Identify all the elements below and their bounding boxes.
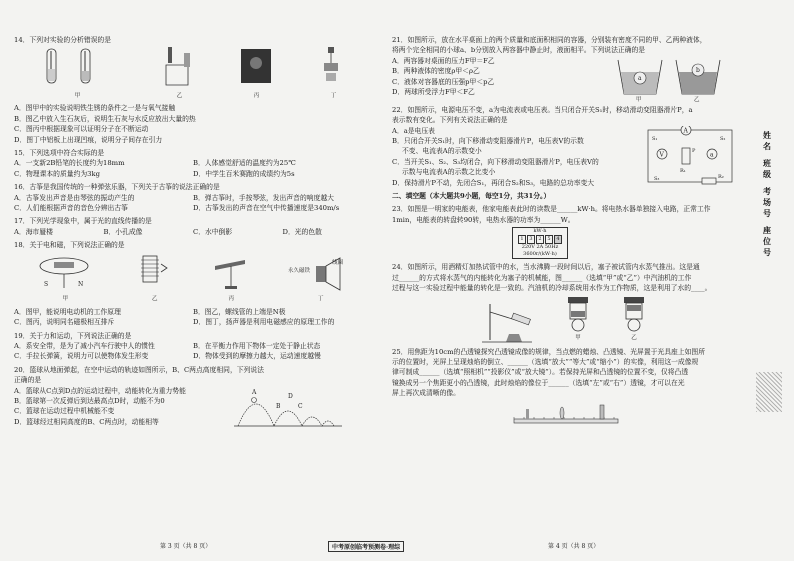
option: B．篮球第一次反弹后到达最高点D时，动能不为0: [14, 396, 165, 405]
photo-figure: [237, 45, 277, 101]
q24-figures: [392, 294, 744, 344]
option: D．中学生百米赛跑的成绩约为5s: [193, 169, 295, 178]
question-20: [14, 365, 372, 430]
options-grid: [14, 227, 372, 237]
option: B．两种液体的密度ρ甲＜ρ乙: [392, 67, 480, 76]
figure-caption: 乙: [176, 93, 183, 99]
speaker-label: 永久磁铁: [287, 268, 310, 275]
pole-label: N: [78, 281, 84, 289]
question-stem: 16．古筝是我国传统的一种弹弦乐器，下列关于古筝的说法正确的是: [14, 183, 220, 192]
options-grid: [14, 307, 372, 328]
option: B．在平衡力作用下物体一定处于静止状态: [193, 341, 321, 350]
option: C．篮球在运动过程中机械能不变: [14, 407, 115, 416]
question-24: [392, 262, 744, 343]
question-19: [14, 331, 372, 362]
switch-label: S₂: [720, 135, 726, 142]
figure-caption: 丙: [253, 93, 260, 99]
footer-page-right: 第 4 页（共 8 页）: [548, 543, 600, 550]
slider-label: P: [692, 147, 696, 154]
option: A．系安全带，是为了减小汽车行驶中人的惯性: [14, 341, 155, 350]
speaker-label: 线圈: [331, 260, 343, 267]
sidebar-char: 考: [763, 186, 771, 196]
figure-caption: 乙: [151, 296, 158, 303]
q14-figures: [14, 47, 372, 101]
q18-figures: [14, 253, 372, 305]
footer-page-left: 第 3 页（共 8 页）: [160, 543, 212, 550]
meter-label: a: [710, 151, 714, 159]
option: C．物理课本的质量约为3kg: [14, 169, 100, 178]
sidebar-char: 场: [763, 197, 771, 207]
question-stem: 屏上再次成清晰的像。: [392, 389, 460, 398]
option: C．当开关S₁、S₂、S₃均闭合，向下移滑动变阻器滑片P，电压表V的: [392, 157, 599, 166]
resistor-label: R₂: [718, 173, 724, 180]
option: A．图甲，能说明电动机的工作原理: [14, 307, 121, 316]
point-label: C: [298, 402, 303, 410]
options-grid: [14, 158, 372, 179]
option: C．水中倒影: [193, 227, 233, 236]
question-15: [14, 148, 372, 179]
question-16: [14, 182, 372, 213]
question-stem: 1min，电能表的转盘转90转，电热水器的功率为______W。: [392, 215, 575, 224]
figure-caption: 丁: [330, 93, 337, 99]
sidebar-char: 号: [763, 208, 771, 218]
options-grid: [14, 341, 372, 362]
question-stem: 20．篮球从地面弹起，在空中运动的轨迹如图所示，B、C两点高度相同，下列说法: [14, 365, 264, 374]
sidebar-char: 座: [763, 225, 771, 235]
meter-digit: 1: [518, 235, 526, 244]
option: D．图丁，扬声器是利用电磁感应的原理工作的: [193, 318, 335, 327]
meter-digit: 4: [554, 235, 562, 244]
question-stem: 将两个完全相同的小球a、b分别放入两容器中静止时，液面相平。下列说法正确的是: [392, 46, 646, 55]
left-column: [14, 32, 372, 430]
speaker-figure: [286, 252, 356, 304]
option: D．光的色散: [282, 227, 322, 236]
question-21: [392, 35, 744, 102]
containers-figure: [612, 56, 732, 102]
barcode-area: [756, 372, 782, 412]
question-14: [14, 35, 372, 145]
option: D．两球所受浮力F甲＜F乙: [392, 88, 475, 97]
sidebar-char: 号: [763, 247, 771, 257]
option: 不变、电流表A的示数变小: [402, 147, 482, 156]
figure-caption: 丁: [317, 296, 324, 303]
engine-yi-figure: [614, 293, 654, 343]
question-stem: 25．用焦距为10cm的凸透镜探究凸透镜成像的规律，当点燃的蜡烛、凸透镜、光屏置于光具座上如图所: [392, 347, 706, 356]
meter-label: V: [659, 151, 664, 159]
option: A．篮球从C点到D点的运动过程中，动能转化为重力势能: [14, 386, 186, 395]
figure-caption: 甲: [62, 296, 68, 303]
lead-block-figure: [314, 45, 354, 101]
option: A．图甲中的实验说明铁生锈的条件之一是与氧气接触: [14, 104, 176, 113]
question-17: [14, 216, 372, 237]
question-stem: 表示数有变化。下列有关说法正确的是: [392, 116, 508, 125]
option: C．人们能根据声音的音色分辨出古筝: [14, 204, 128, 213]
question-stem: 21．如图所示，放在水平桌面上的两个质量和底面积相同的容器，分别装有密度不同的甲、乙两种液体，: [392, 36, 707, 44]
sidebar-char: 名: [763, 141, 771, 151]
test-tube-figure: [33, 45, 123, 101]
options-grid: [14, 193, 372, 214]
optical-bench-figure: [512, 403, 744, 427]
question-stem: 律可制成______（选填“照相机”“投影仪”或“放大镜”）。若保持光屏和凸透镜的位置不变，仅将凸透: [392, 368, 689, 377]
figure-caption: 甲: [636, 96, 642, 102]
option: B．图乙，螺线管的上端是N极: [193, 307, 286, 316]
question-stem: 过______的方式将水蒸气的内能转化为塞子的机械能，图______（选填“甲”或“乙”）中汽油机的工作: [392, 273, 692, 282]
option: A．古筝发出声音是由琴弦的振动产生的: [14, 193, 135, 202]
option: C．图丙中根据现象可以证明分子在不断运动: [14, 125, 149, 134]
switch-label: S₁: [652, 135, 658, 142]
figure-caption: 乙: [631, 335, 637, 342]
sidebar-char: 姓: [763, 130, 771, 140]
sidebar-char: 班: [763, 158, 771, 168]
meter-spec: 220V 2A 50Hz: [521, 244, 559, 251]
question-stem: 18．关于电和磁，下列说法正确的是: [14, 241, 125, 250]
section-heading: 二、填空题（本大题共9小题，每空1分，共31分。）: [392, 192, 551, 201]
question-23: [392, 204, 744, 259]
motor-figure: [30, 252, 100, 304]
energy-meter-figure: [512, 227, 568, 259]
flask-figure: [160, 45, 200, 101]
footer-title: 中考原创临考预测卷·理综: [328, 541, 404, 552]
ball-label: a: [638, 74, 642, 82]
meter-digit: 3: [527, 235, 535, 244]
option: 示数与电流表A的示数之比变小: [402, 168, 496, 177]
meter-digit: 5: [545, 235, 553, 244]
question-25: [392, 347, 744, 427]
question-stem: 15．下列选项中符合实际的是: [14, 149, 105, 158]
option: B．人体感觉舒适的温度约为25℃: [193, 159, 296, 168]
question-stem: 22．如图所示，电源电压不变，a为电流表或电压表。当只闭合开关S₁时，移动滑动变阻器滑片P，a: [392, 105, 693, 114]
question-stem: 14．下列对实验的分析错误的是: [14, 36, 112, 44]
option: A．一支新2B铅笔的长度约为18mm: [14, 159, 125, 168]
figure-caption: 甲: [575, 335, 581, 342]
option: D．保持滑片P不动，先闭合S₁，再闭合S₂和S₃，电路的总功率变大: [392, 178, 595, 187]
question-stem: 23．如图是一明家的电能表，他家电能表此时的读数是______kW·h。将电热水器单独接入电路，正常工作: [392, 205, 711, 214]
point-label: B: [276, 402, 281, 410]
option: D．篮球经过相同高度的B、C两点时，动能相等: [14, 417, 159, 426]
option: A．海市蜃楼: [14, 227, 53, 236]
option: B．小孔成像: [103, 227, 143, 236]
point-label: D: [288, 392, 293, 400]
option: D．图丁中铝板上出现凹痕，说明分子间存在引力: [14, 135, 163, 144]
meter-spec: 3600r/(kW·h): [523, 251, 557, 258]
question-18: [14, 240, 372, 327]
student-info-sidebar: [752, 130, 782, 410]
resistor-label: R₁: [680, 167, 686, 174]
question-stem: 24．如图所示，用酒精灯加热试管中的水，当水沸腾一段时间以后，塞子被试管内水蒸气推出。这是通: [392, 263, 700, 272]
question-stem: 示的位置时，光屏上呈现烛焰的倒立、______（选填“放大”“等大”或“缩小”）的实像，利用这一成像规: [392, 357, 699, 366]
option: D．古筝发出的声音在空气中传播速度是340m/s: [193, 204, 340, 213]
right-column: [392, 32, 744, 427]
option: B．弹古筝时，手按琴弦，发出声音的响度越大: [193, 193, 334, 202]
pole-label: S: [44, 281, 49, 289]
ball-label: b: [696, 66, 700, 74]
question-stem: 17．下列光学现象中，属于光的直线传播的是: [14, 217, 152, 226]
engine-jia-figure: [558, 293, 598, 343]
meter-label: A: [683, 127, 688, 135]
figure-caption: 甲: [74, 93, 81, 99]
option: C．手拉长弹簧，说明力可以使物体发生形变: [14, 352, 149, 361]
meter-digit: 2: [536, 235, 544, 244]
switch-label: S₃: [654, 175, 660, 182]
option: A．两容器对桌面的压力F甲＝F乙: [392, 56, 495, 65]
basketball-trajectory-figure: [234, 386, 344, 430]
option: B．图乙中放入生石灰后，说明生石灰与水反应放出大量的热: [14, 114, 196, 123]
meter-unit: kW·h: [533, 228, 547, 235]
option: A．a是电压表: [392, 126, 435, 135]
point-label: A: [252, 388, 257, 396]
question-22: [392, 105, 744, 188]
question-stem: 正确的是: [14, 376, 42, 385]
option: C．液体对容器底的压强p甲＜p乙: [392, 77, 495, 86]
sidebar-char: 位: [763, 236, 771, 246]
figure-caption: 丙: [228, 296, 234, 303]
sidebar-char: 级: [763, 169, 771, 179]
magnet-figure: [209, 252, 253, 304]
question-stem: 镜换成另一个焦距更小的凸透镜，此时烛焰的像位于______（选填“左”或“右”）透镜，才可以在光: [392, 378, 685, 387]
option: D．物体受到的摩擦力越大，运动速度越慢: [193, 352, 321, 361]
question-stem: 19．关于力和运动，下列说法正确的是: [14, 331, 132, 340]
option: B．只闭合开关S₁时，向下移滑动变阻器滑片P，电压表V的示数: [392, 137, 584, 146]
option: C．图丙，说明同名磁极相互排斥: [14, 318, 115, 327]
figure-caption: 乙: [694, 96, 700, 102]
alcohol-lamp-figure: [482, 298, 542, 344]
question-stem: 过程与这一实验过程中能量的转化是一致的。汽油机的冷却系统用水作为工作物质，这是利用了水的____。: [392, 284, 712, 293]
circuit-figure: [642, 126, 738, 188]
solenoid-figure: [133, 252, 177, 304]
